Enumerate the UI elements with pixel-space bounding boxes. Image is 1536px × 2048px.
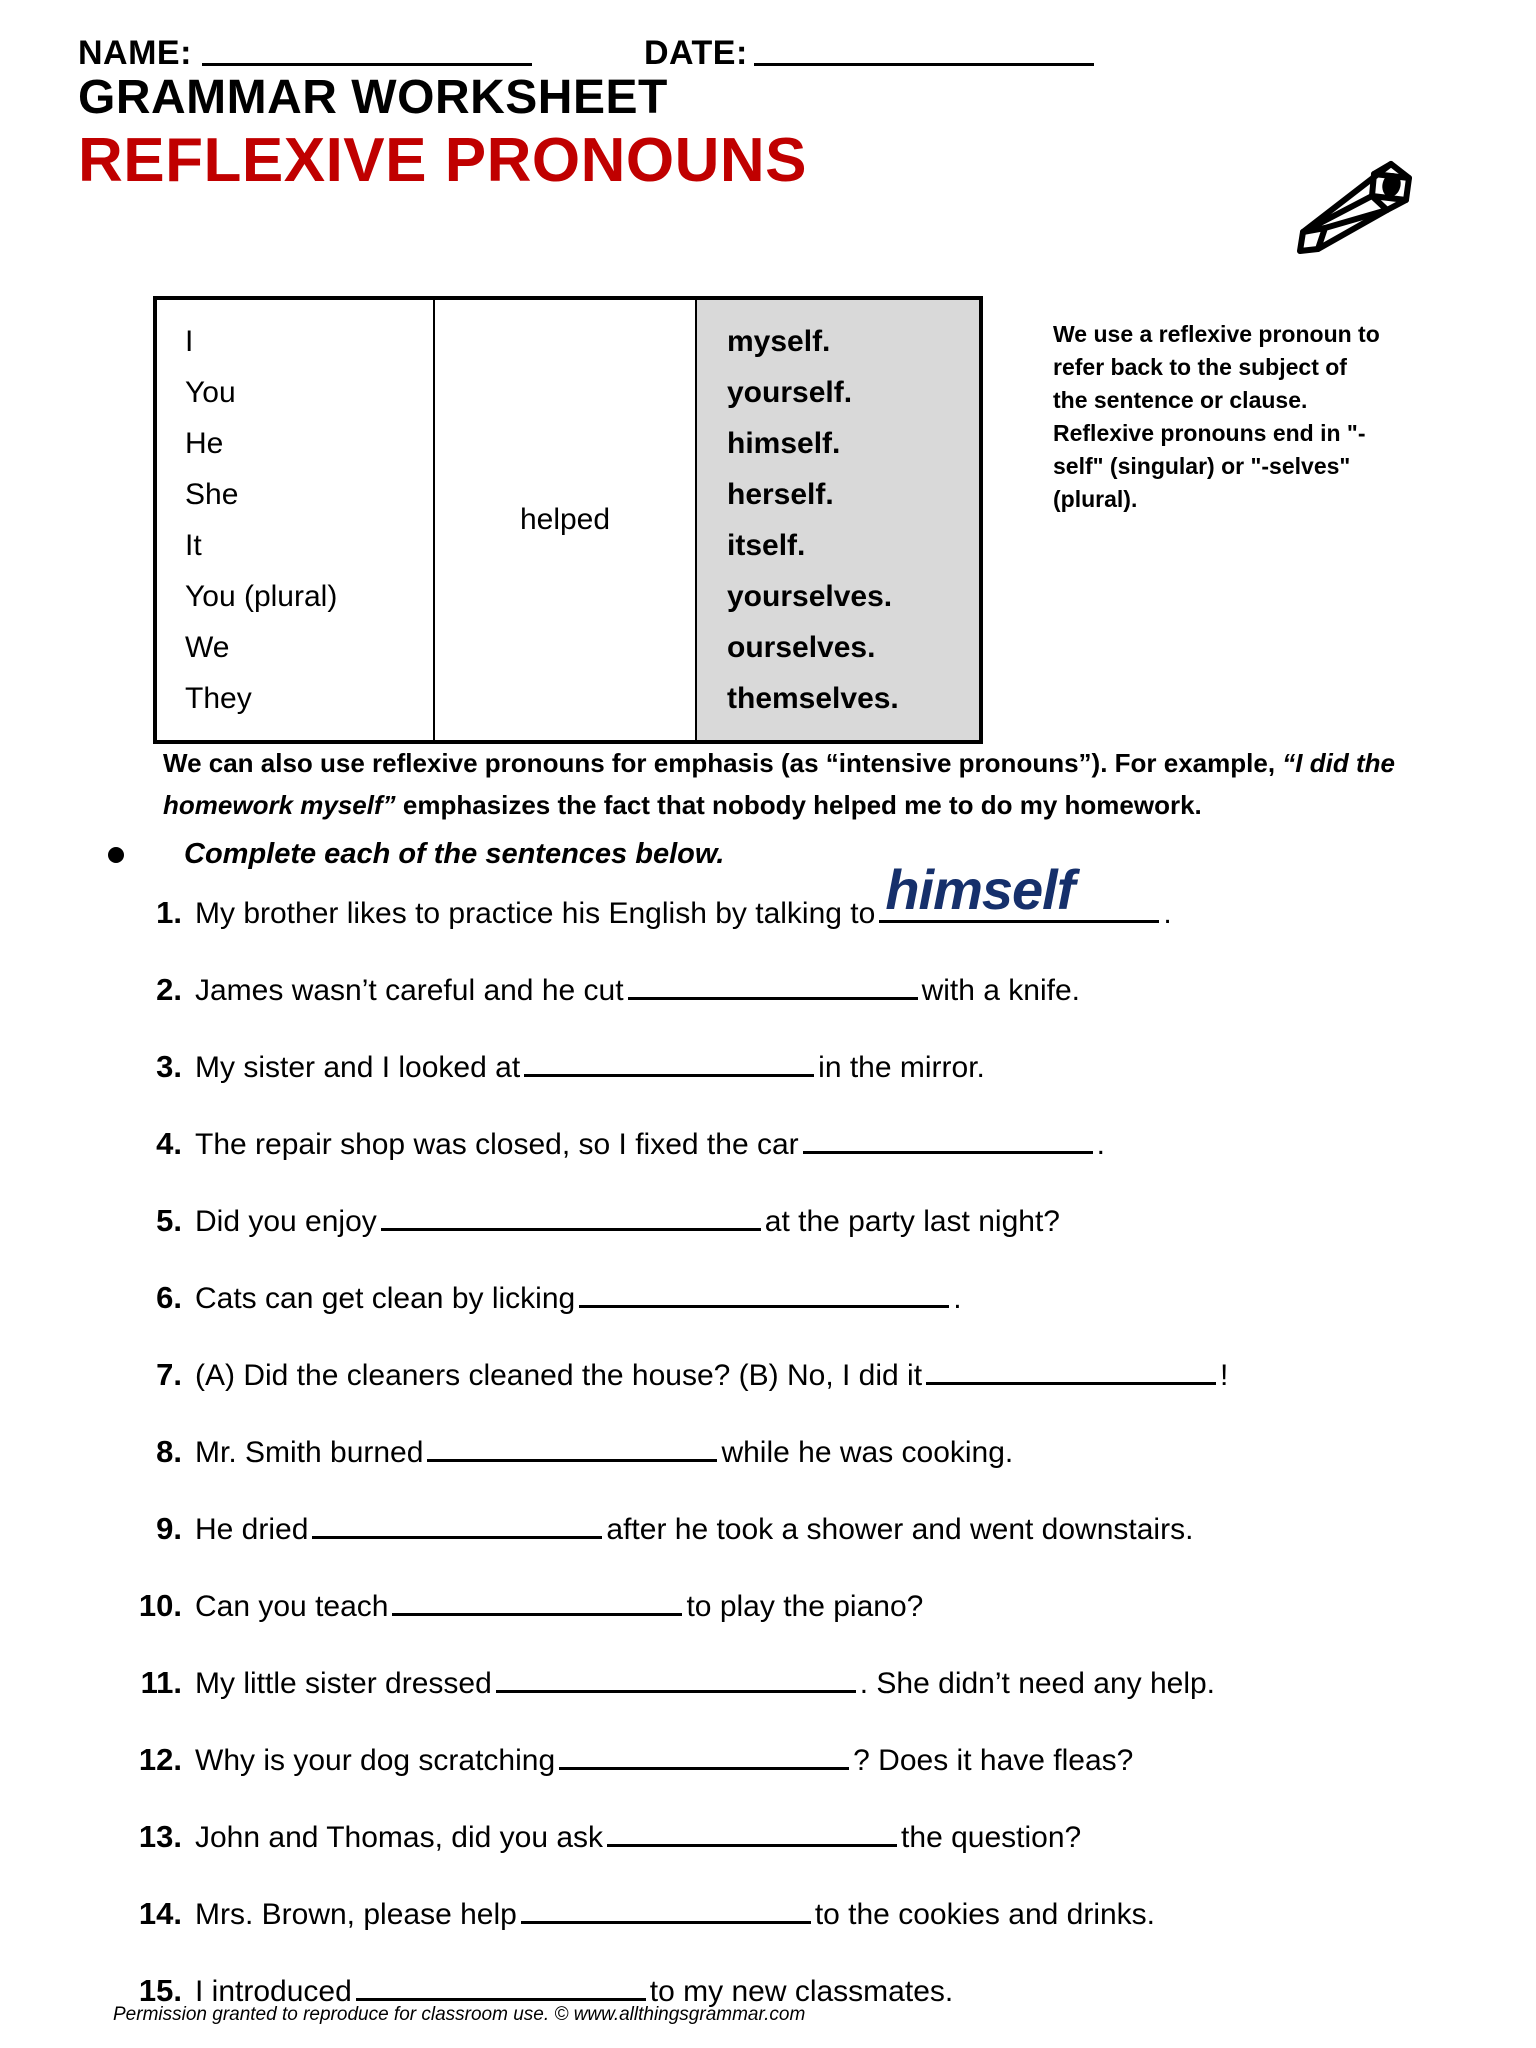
copyright-footer: Permission granted to reproduce for classroom use. © www.allthingsgrammar.com [113,2004,806,2025]
table-column-reflexives [697,300,979,740]
table-cell-reflexive: themselves. [727,682,899,715]
question-text-before: Mrs. Brown, please help [195,1898,517,1931]
question-body [195,1814,1081,1858]
question-text-before: The repair shop was closed, so I fixed the car [195,1128,799,1161]
table-cell-reflexive: yourself. [727,376,853,409]
question-number: 7. [156,1357,182,1392]
question-text-before: My little sister dressed [195,1667,492,1700]
answer-blank[interactable] [628,967,918,1000]
question-text-before: (A) Did the cleaners cleaned the house? (B) No, I did it [195,1359,923,1392]
question-text-before: John and Thomas, did you ask [195,1821,604,1854]
table-cell-reflexive: itself. [727,529,806,562]
question-body [195,858,1172,934]
question-body [195,1429,1013,1473]
question-text-after: . [953,1282,962,1315]
question-text-after: after he took a shower and went downstairs. [606,1513,1194,1546]
question-row [120,1044,1520,1121]
question-body [195,1121,1105,1165]
table-cell-subject: I [185,325,194,358]
intensive-pronoun-note [163,742,1493,826]
name-write-line[interactable] [202,63,532,66]
question-row [120,858,1520,967]
question-number: 8. [156,1434,182,1469]
table-cell-reflexive: myself. [727,325,831,358]
question-text-after: at the party last night? [764,1205,1060,1238]
question-number: 13. [138,1819,182,1854]
question-row [120,1660,1520,1737]
name-label: NAME: [78,34,192,72]
question-number: 6. [156,1280,182,1315]
answer-blank[interactable] [559,1737,849,1770]
question-text-after: to play the piano? [686,1590,924,1623]
answer-blank[interactable] [607,1814,897,1847]
intensive-note-part2: emphasizes the fact that nobody helped me to do my homework. [395,790,1202,820]
answer-blank[interactable] [521,1891,811,1924]
question-text-after: ? Does it have fleas? [853,1744,1134,1777]
table-column-verb: helped [435,300,697,740]
question-text-after: to the cookies and drinks. [814,1898,1156,1931]
question-number: 3. [156,1049,182,1084]
pencil-icon [1288,152,1418,264]
answer-blank[interactable] [579,1275,949,1308]
question-body [195,1583,923,1627]
question-number: 5. [156,1203,182,1238]
table-cell-subject: They [185,682,252,715]
question-text-after: ! [1220,1359,1229,1392]
table-cell-subject: He [185,427,224,460]
answer-blank[interactable] [392,1583,682,1616]
question-text-before: Mr. Smith burned [195,1436,424,1469]
table-cell-reflexive: herself. [727,478,834,511]
answer-blank[interactable] [356,1968,646,2001]
instruction-row [108,838,724,871]
table-cell-subject: You [185,376,236,409]
question-text-after: the question? [901,1821,1082,1854]
intensive-note-example: “I did the homework myself” [163,748,1395,820]
question-number: 14. [138,1896,182,1931]
question-text-before: He dried [195,1513,309,1546]
question-number: 1. [156,895,182,930]
question-row [120,1121,1520,1198]
question-body [195,1891,1155,1935]
question-text-after: to my new classmates. [649,1975,954,2008]
question-number: 9. [156,1511,182,1546]
instruction-text: Complete each of the sentences below. [184,838,725,870]
question-body [195,1737,1133,1781]
question-row [120,1891,1520,1968]
answer-blank[interactable] [496,1660,856,1693]
definition-note: We use a reflexive pronoun to refer back to the subject of the sentence or clause. Reflexive pronouns end in "-self" (singular) or "-selves" (plural). [1053,321,1380,512]
question-row [120,1352,1520,1429]
question-text-before: Why is your dog scratching [195,1744,556,1777]
intensive-note-part1: We can also use reflexive pronouns for emphasis (as “intensive pronouns”). For example, [163,748,1283,778]
student-info-header [78,22,1478,70]
question-text-before: My brother likes to practice his English by talking to [195,897,876,930]
question-number: 12. [138,1742,182,1777]
question-text-after: . She didn’t need any help. [859,1667,1216,1700]
question-text-before: Did you enjoy [195,1205,377,1238]
answer-blank[interactable] [879,858,1159,923]
question-body [195,1352,1228,1396]
table-column-subjects [157,300,435,740]
answer-blank[interactable] [803,1121,1093,1154]
page-title: REFLEXIVE PRONOUNS [78,126,807,195]
question-body [195,967,1080,1011]
bullet-icon [108,847,124,863]
date-write-line[interactable] [754,63,1094,66]
question-text-after: while he was cooking. [721,1436,1014,1469]
question-text-before: I introduced [195,1975,352,2008]
question-number: 4. [156,1126,182,1161]
question-row [120,1506,1520,1583]
question-text-after: in the mirror. [818,1051,985,1084]
question-text-after: . [1096,1128,1105,1161]
question-number: 2. [156,972,182,1007]
question-row [120,1429,1520,1506]
question-body [195,1198,1060,1242]
table-cell-subject: She [185,478,239,511]
answer-blank[interactable] [524,1044,814,1077]
question-row [120,1814,1520,1891]
question-text-before: Cats can get clean by licking [195,1282,576,1315]
answer-blank[interactable] [381,1198,761,1231]
handwritten-answer: himself [885,858,1075,921]
question-body [195,1275,962,1319]
date-label: DATE: [643,34,748,72]
table-cell-subject: It [185,529,202,562]
question-text-after: with a knife. [921,974,1080,1007]
question-body [195,1660,1215,1704]
table-cell-reflexive: himself. [727,427,841,460]
question-row [120,967,1520,1044]
question-text-after: . [1163,897,1172,930]
reflexive-pronoun-table [153,296,983,744]
question-row [120,1583,1520,1660]
answer-blank[interactable] [926,1352,1216,1385]
question-row [120,1737,1520,1814]
answer-blank[interactable] [312,1506,602,1539]
question-number: 10. [138,1588,182,1623]
table-cell-subject: You (plural) [185,580,338,613]
question-number: 11. [140,1665,182,1700]
table-cell-reflexive: yourselves. [727,580,893,613]
question-list [120,858,1520,2045]
table-cell-reflexive: ourselves. [727,631,876,664]
question-body [195,1506,1193,1550]
question-row [120,1198,1520,1275]
question-text-before: James wasn’t careful and he cut [195,974,624,1007]
table-cell-subject: We [185,631,230,664]
question-text-before: Can you teach [195,1590,389,1623]
question-body [195,1044,985,1088]
answer-blank[interactable] [427,1429,717,1462]
question-row [120,1275,1520,1352]
worksheet-type-title: GRAMMAR WORKSHEET [78,71,668,124]
question-number: 15. [138,1973,182,2008]
question-text-before: My sister and I looked at [195,1051,521,1084]
